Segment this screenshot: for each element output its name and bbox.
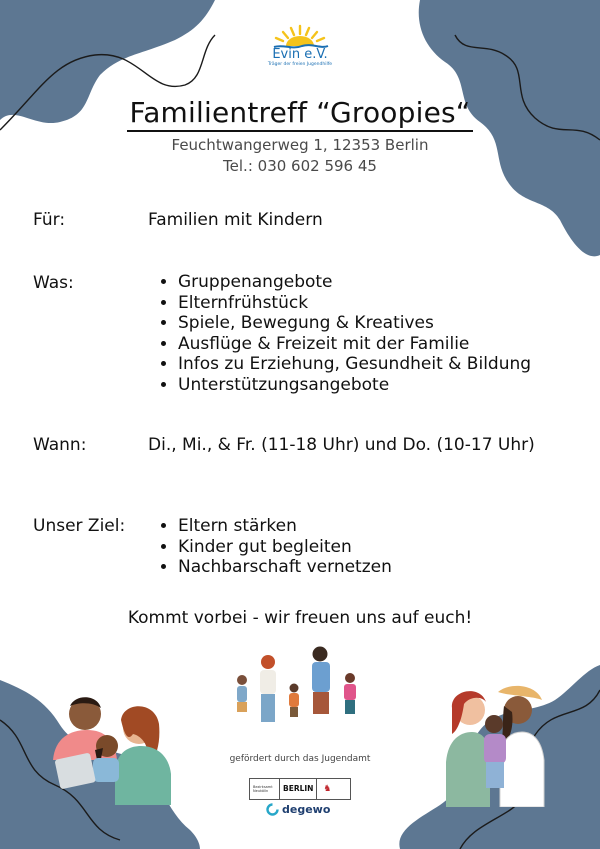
- degewo-text: degewo: [282, 803, 331, 816]
- mothers-child-illustration: [440, 682, 550, 807]
- label-was: Was:: [33, 273, 74, 293]
- list-item: • Gruppenangebote: [178, 272, 531, 293]
- list-item: • Ausflüge & Freizeit mit der Familie: [178, 334, 531, 355]
- berlin-wordmark: BERLIN: [279, 779, 317, 799]
- ziel-list: [160, 516, 392, 578]
- list-item: • Infos zu Erziehung, Gesundheit & Bildung: [178, 354, 531, 375]
- degewo-logo: [266, 803, 330, 816]
- address: Feuchtwangerweg 1, 12353 Berlin: [171, 136, 429, 154]
- bear-icon: ♞: [323, 784, 332, 794]
- list-item: • Elternfrühstück: [178, 293, 531, 314]
- sun-icon: [270, 22, 330, 50]
- value-wann: Di., Mi., & Fr. (11-18 Uhr) und Do. (10-17 Uhr): [148, 435, 535, 455]
- list-item: • Eltern stärken: [178, 516, 392, 537]
- was-list: [160, 272, 531, 395]
- label-fuer: Für:: [33, 210, 66, 230]
- title-text: Familientreff “Groopies“: [127, 96, 472, 132]
- degewo-icon: [266, 803, 279, 816]
- family-illustration: [228, 640, 368, 740]
- tagline: Kommt vorbei - wir freuen uns auf euch!: [127, 608, 473, 628]
- evin-logo: [262, 22, 338, 68]
- funding-text: gefördert durch das Jugendamt: [229, 754, 371, 764]
- district-name: Bezirksamt Neukölln: [253, 785, 273, 793]
- logo-tagline: Träger der freien Jugendhilfe: [267, 62, 333, 67]
- phone-number: Tel.: 030 602 596 45: [223, 157, 377, 175]
- value-fuer: Familien mit Kindern: [148, 210, 323, 230]
- list-item: • Nachbarschaft vernetzen: [178, 557, 392, 578]
- list-item: • Unterstützungsangebote: [178, 375, 531, 396]
- berlin-sponsor-logo: [249, 778, 351, 800]
- parents-child-illustration: [45, 690, 180, 805]
- label-ziel: Unser Ziel:: [33, 516, 126, 536]
- label-wann: Wann:: [33, 435, 87, 455]
- list-item: • Kinder gut begleiten: [178, 537, 392, 558]
- page-title: [0, 96, 600, 129]
- list-item: • Spiele, Bewegung & Kreatives: [178, 313, 531, 334]
- logo-name: Evin e.V.: [272, 47, 328, 62]
